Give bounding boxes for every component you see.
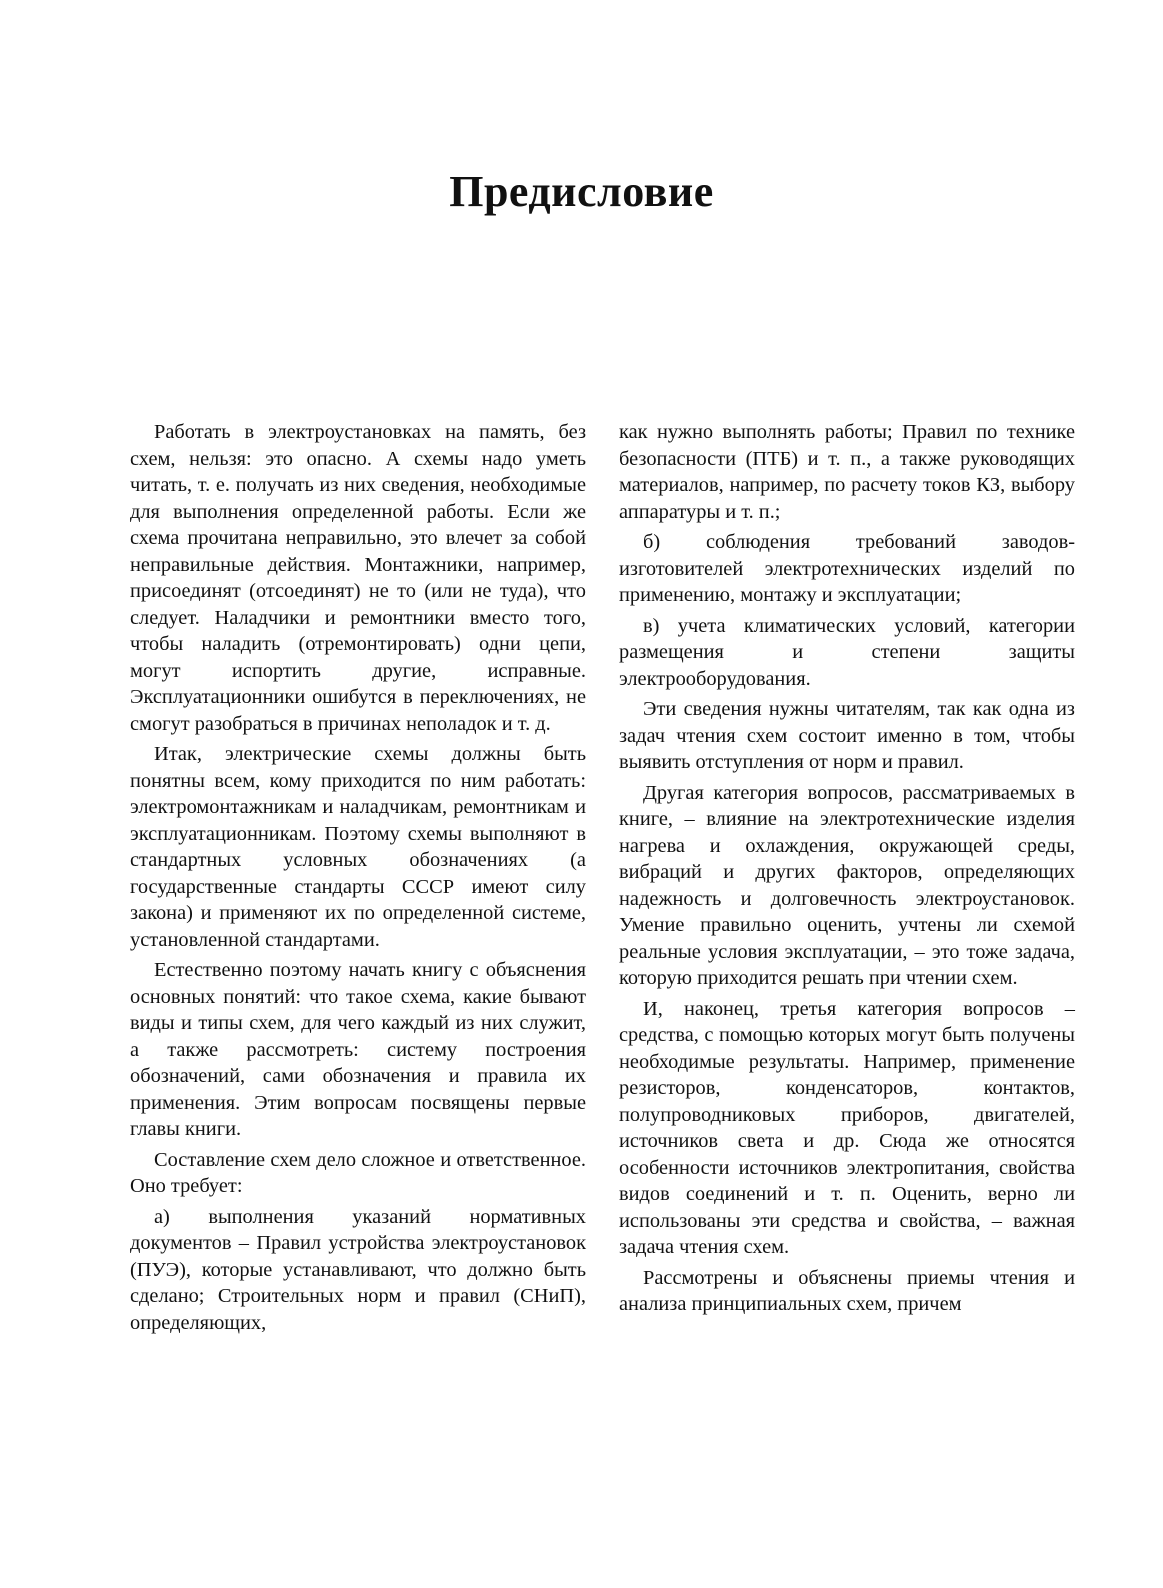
paragraph: б) соблюдения требований заводов-изготовителей электротехнических изделий по применению, монтажу и эксплуатации; — [619, 531, 1075, 606]
left-column — [130, 419, 586, 1340]
right-column — [619, 419, 1075, 1322]
paragraph: Итак, электрические схемы должны быть понятны всем, кому приходится по ним работать: электромонтажникам и наладчикам, ремонтникам и эксплуатационникам. Поэтому схемы выполняют в стандартных условных обозначениях (а государственные стандарты СССР имеют силу закона) и применяют их по определенной системе, установленной стандартами. — [130, 743, 586, 951]
paragraph: Естественно поэтому начать книгу с объяснения основных понятий: что такое схема, какие бывают виды и типы схем, для чего каждый из них служит, а также рассмотреть: систему построения обозначений, сами обозначения и правила их применения. Этим вопросам посвящены первые главы книги. — [130, 959, 586, 1140]
paragraph: Работать в электроустановках на память, без схем, нельзя: это опасно. А схемы надо уметь читать, т. е. получать из них сведения, необходимые для выполнения определенной работы. Если же схема прочитана неправильно, это влечет за собой неправильные действия. Монтажники, например, присоединят (отсоединят) не то (или не туда), что следует. Наладчики и ремонтники вместо того, чтобы наладить (отремонтировать) одни цепи, могут испортить другие, исправные. Эксплуатационники ошибутся в переключениях, не смогут разобраться в причинах неполадок и т. д. — [130, 421, 586, 735]
paragraph: как нужно выполнять работы; Правил по технике безопасности (ПТБ) и т. п., а также руководящих материалов, например, по расчету токов КЗ, выбору аппаратуры и т. п.; — [619, 421, 1075, 523]
paragraph: в) учета климатических условий, категории размещения и степени защиты электрооборудования. — [619, 614, 1075, 690]
paragraph: И, наконец, третья категория вопросов – средства, с помощью которых могут быть получены необходимые результаты. Например, применение резисторов, конденсаторов, контактов, полупроводниковых приборов, двигателей, источников света и др. Сюда же относятся особенности источников электропитания, свойства видов соединений и т. п. Оценить, верно ли использованы эти средства и свойства, – важная задача чтения схем. — [619, 997, 1075, 1258]
page-title: Предисловие — [449, 167, 714, 216]
paragraph: Другая категория вопросов, рассматриваемых в книге, – влияние на электротехнические изделия нагрева и охлаждения, окружающей среды, вибраций и других факторов, определяющих надежность и долговечность электроустановок. Умение правильно оценить, учтены ли схемой реальные условия эксплуатации, – это тоже задача, которую приходится решать при чтении схем. — [619, 781, 1075, 989]
paragraph: а) выполнения указаний нормативных документов – Правил устройства электроустановок (ПУЭ), которые устанавливают, что должно быть сделано; Строительных норм и правил (СНиП), определяющих, — [130, 1205, 586, 1334]
paragraph: Составление схем дело сложное и ответственное. Оно требует: — [130, 1148, 586, 1197]
paragraph: Рассмотрены и объяснены приемы чтения и анализа принципиальных схем, причем — [619, 1266, 1075, 1315]
paragraph: Эти сведения нужны читателям, так как одна из задач чтения схем состоит именно в том, чтобы выявить отступления от норм и правил. — [619, 698, 1075, 773]
